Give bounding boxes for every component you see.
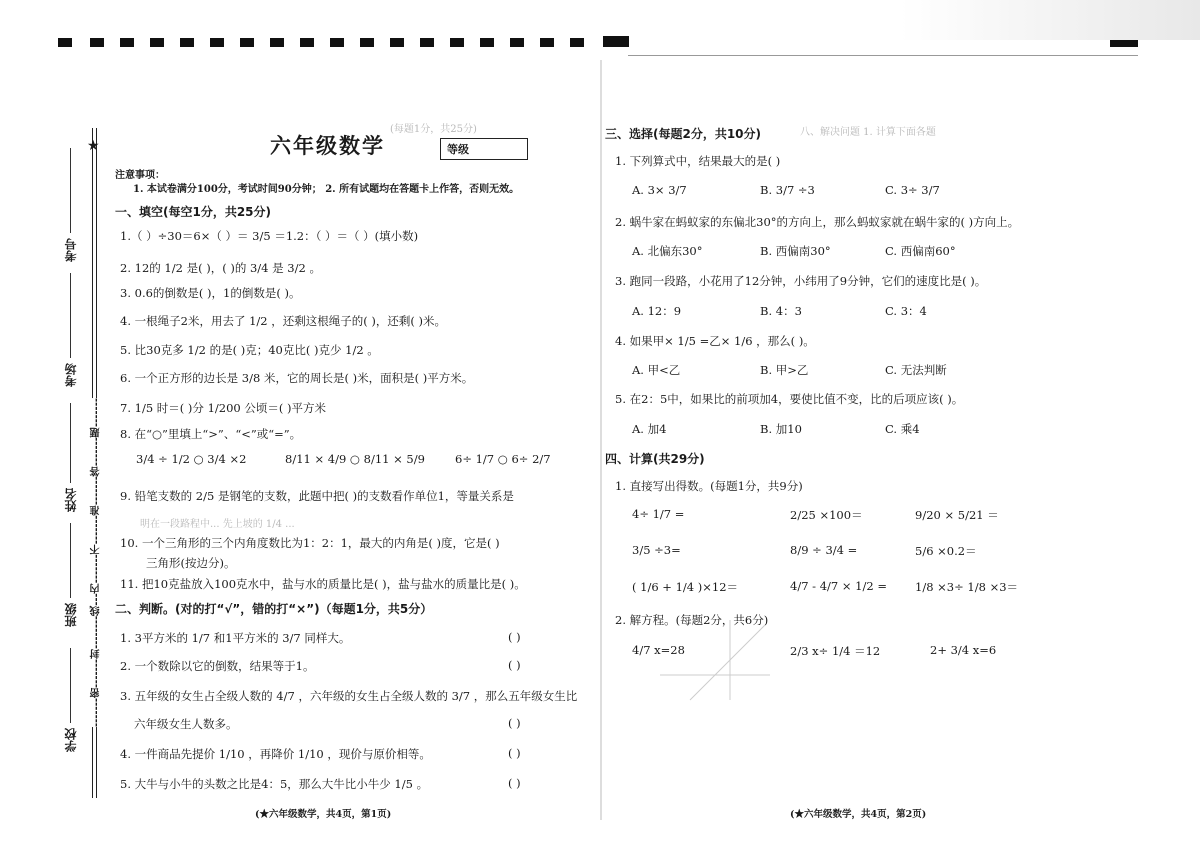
exam-no-line xyxy=(70,148,71,233)
judge-2-answer: ( ) xyxy=(508,658,521,672)
choice-1: 1. 下列算式中，结果最大的是( ) xyxy=(615,154,781,168)
calc-item: 4÷ 1/7 = xyxy=(632,507,685,521)
judge-3: 3. 五年级的女生占全级人数的 4/7 ，六年级的女生占全级人数的 3/7 ，那么五年级女生比 xyxy=(120,689,578,703)
calc-item: 8/9 ÷ 3/4 = xyxy=(790,543,858,557)
class-label: 班级 xyxy=(64,603,78,627)
choice-2-b: B. 西偏南30° xyxy=(760,244,831,258)
grade-box: 等级 xyxy=(440,138,528,160)
choice-4: 4. 如果甲× 1/5 =乙× 1/6 ，那么( )。 xyxy=(615,334,815,348)
judge-4: 4. 一件商品先提价 1/10 ，再降价 1/10 ，现价与原价相等。 xyxy=(120,747,431,761)
choice-3-c: C. 3：4 xyxy=(885,304,927,318)
choice-2-c: C. 西偏南60° xyxy=(885,244,956,258)
judge-3-cont: 六年级女生人数多。 xyxy=(134,717,238,731)
compare-b: 8/11 × 4/9 ○ 8/11 × 5/9 xyxy=(285,452,425,466)
registration-mark xyxy=(450,38,464,47)
choice-1-a: A. 3× 3/7 xyxy=(632,183,687,197)
question-10-cont: 三角形(按边分)。 xyxy=(146,556,236,570)
section-calc: 四、计算(共29分) xyxy=(605,452,705,466)
registration-mark xyxy=(330,38,344,47)
registration-mark xyxy=(180,38,194,47)
choice-5: 5. 在2：5中，如果比的前项加4，要使比值不变，比的后项应该( )。 xyxy=(615,392,964,406)
seal-text: -------密-------封--------线---内-------不-------准-------答-------题------- xyxy=(91,398,102,728)
registration-mark xyxy=(390,38,404,47)
name-label: 姓名 xyxy=(64,488,78,512)
registration-mark xyxy=(510,38,524,47)
top-rule xyxy=(628,55,1138,56)
registration-mark xyxy=(120,38,134,47)
question-11: 11. 把10克盐放入100克水中，盐与水的质量比是( )，盐与盐水的质量比是( )。 xyxy=(120,577,526,591)
judge-1: 1. 3平方米的 1/7 和1平方米的 3/7 同样大。 xyxy=(120,631,351,645)
exam-room-label: 考场 xyxy=(64,363,78,387)
bleed-through-text: 八、解决问题 1. 计算下面各题 xyxy=(800,127,936,138)
choice-4-b: B. 甲>乙 xyxy=(760,363,809,377)
choice-5-b: B. 加10 xyxy=(760,422,802,436)
registration-mark xyxy=(603,36,629,47)
page-footer-2: (★六年级数学，共4页，第2页) xyxy=(790,809,927,820)
calc-item: 1/8 ×3÷ 1/8 ×3＝ xyxy=(915,580,1019,594)
calc-item: 5/6 ×0.2＝ xyxy=(915,544,977,558)
registration-mark xyxy=(210,38,224,47)
binding-sidebar xyxy=(54,128,114,798)
question-3: 3. 0.6的倒数是( )，1的倒数是( )。 xyxy=(120,286,301,300)
registration-mark xyxy=(270,38,284,47)
judge-4-answer: ( ) xyxy=(508,746,521,760)
bleed-through-diagram xyxy=(650,615,780,705)
question-4: 4. 一根绳子2米，用去了 1/2 ，还剩这根绳子的( )，还剩( )米。 xyxy=(120,314,447,328)
school-line xyxy=(70,648,71,723)
calc-item: 3/5 ÷3= xyxy=(632,543,681,557)
choice-4-a: A. 甲<乙 xyxy=(632,363,681,377)
page-title: 六年级数学 xyxy=(270,133,385,158)
equation-1: 4/7 x=28 xyxy=(632,643,685,657)
registration-mark xyxy=(420,38,434,47)
registration-mark xyxy=(300,38,314,47)
question-7: 7. 1/5 时＝( )分 1/200 公顷＝( )平方米 xyxy=(120,401,326,415)
question-8: 8. 在“○”里填上“>”、“<”或“=”。 xyxy=(120,427,302,441)
registration-mark xyxy=(540,38,554,47)
choice-5-c: C. 乘4 xyxy=(885,422,920,436)
choice-3-b: B. 4：3 xyxy=(760,304,802,318)
section-judge: 二、判断。(对的打“√”，错的打“×”)（每题1分，共5分） xyxy=(115,602,433,616)
scan-shadow xyxy=(900,0,1200,40)
judge-3-answer: ( ) xyxy=(508,716,521,730)
calc-item: 2/25 ×100＝ xyxy=(790,508,863,522)
school-label: 学校 xyxy=(64,728,78,752)
calc-item: 9/20 × 5/21 ＝ xyxy=(915,508,999,522)
choice-2: 2. 蜗牛家在蚂蚁家的东偏北30°的方向上，那么蚂蚁家就在蜗牛家的( )方向上。 xyxy=(615,215,1020,229)
question-5: 5. 比30克多 1/2 的是( )克；40克比( )克少 1/2 。 xyxy=(120,343,379,357)
section-choice: 三、选择(每题2分，共10分) xyxy=(605,127,762,141)
registration-mark xyxy=(360,38,374,47)
choice-3-a: A. 12：9 xyxy=(632,304,682,318)
registration-mark xyxy=(480,38,494,47)
question-10: 10. 一个三角形的三个内角度数比为1：2：1，最大的内角是( )度，它是( ) xyxy=(120,536,500,550)
choice-2-a: A. 北偏东30° xyxy=(632,244,703,258)
exam-no-label: 考号 xyxy=(64,238,78,262)
judge-5: 5. 大牛与小牛的头数之比是4：5，那么大牛比小牛少 1/5 。 xyxy=(120,777,429,791)
star-icon: ★ xyxy=(87,138,100,154)
page-footer-1: (★六年级数学，共4页，第1页) xyxy=(255,809,392,820)
notice-text: 1. 本试卷满分100分，考试时间90分钟； 2. 所有试题均在答题卡上作答，否则无效。 xyxy=(133,184,520,195)
compare-a: 3/4 ÷ 1/2 ○ 3/4 ×2 xyxy=(136,452,247,466)
judge-5-answer: ( ) xyxy=(508,776,521,790)
calc-item: ( 1/6 + 1/4 )×12＝ xyxy=(632,580,739,594)
registration-mark xyxy=(150,38,164,47)
registration-mark xyxy=(90,38,104,47)
compare-c: 6÷ 1/7 ○ 6÷ 2/7 xyxy=(455,452,551,466)
question-2: 2. 12的 1/2 是( )，( )的 3/4 是 3/2 。 xyxy=(120,261,321,275)
question-6: 6. 一个正方形的边长是 3/8 米，它的周长是( )米，面积是( )平方米。 xyxy=(120,371,474,385)
judge-2: 2. 一个数除以它的倒数，结果等于1。 xyxy=(120,659,315,673)
solve-equations: 2. 解方程。(每题2分，共6分) xyxy=(615,613,769,627)
exam-room-line xyxy=(70,273,71,358)
choice-4-c: C. 无法判断 xyxy=(885,363,947,377)
choice-5-a: A. 加4 xyxy=(632,422,667,436)
question-9: 9. 铅笔支数的 2/5 是钢笔的支数，此题中把( )的支数看作单位1，等量关系是 xyxy=(120,489,514,503)
registration-mark xyxy=(58,38,72,47)
bleed-through-text: 明在一段路程中... 先上坡的 1/4 ... xyxy=(140,519,295,530)
registration-mark xyxy=(240,38,254,47)
notice-label: 注意事项： xyxy=(115,170,165,181)
section-fill-blank: 一、填空(每空1分，共25分) xyxy=(115,205,272,219)
choice-1-b: B. 3/7 ÷3 xyxy=(760,183,815,197)
class-line xyxy=(70,523,71,598)
calc-direct: 1. 直接写出得数。(每题1分，共9分) xyxy=(615,479,803,493)
page-divider xyxy=(600,60,602,820)
name-line xyxy=(70,403,71,483)
question-1: 1.（ ）÷30＝6×（ ）＝ 3/5 ＝1.2：（ ）＝（ ）(填小数) xyxy=(120,229,419,243)
choice-3: 3. 跑同一段路，小花用了12分钟，小纬用了9分钟，它们的速度比是( )。 xyxy=(615,274,987,288)
registration-mark xyxy=(570,38,584,47)
choice-1-c: C. 3÷ 3/7 xyxy=(885,183,940,197)
calc-item: 4/7 - 4/7 × 1/2 = xyxy=(790,579,887,593)
equation-2: 2/3 x÷ 1/4 ＝12 xyxy=(790,644,881,658)
equation-3: 2+ 3/4 x=6 xyxy=(930,643,997,657)
judge-1-answer: ( ) xyxy=(508,630,521,644)
bleed-through-text: (每题1分，共25分) xyxy=(390,124,477,135)
